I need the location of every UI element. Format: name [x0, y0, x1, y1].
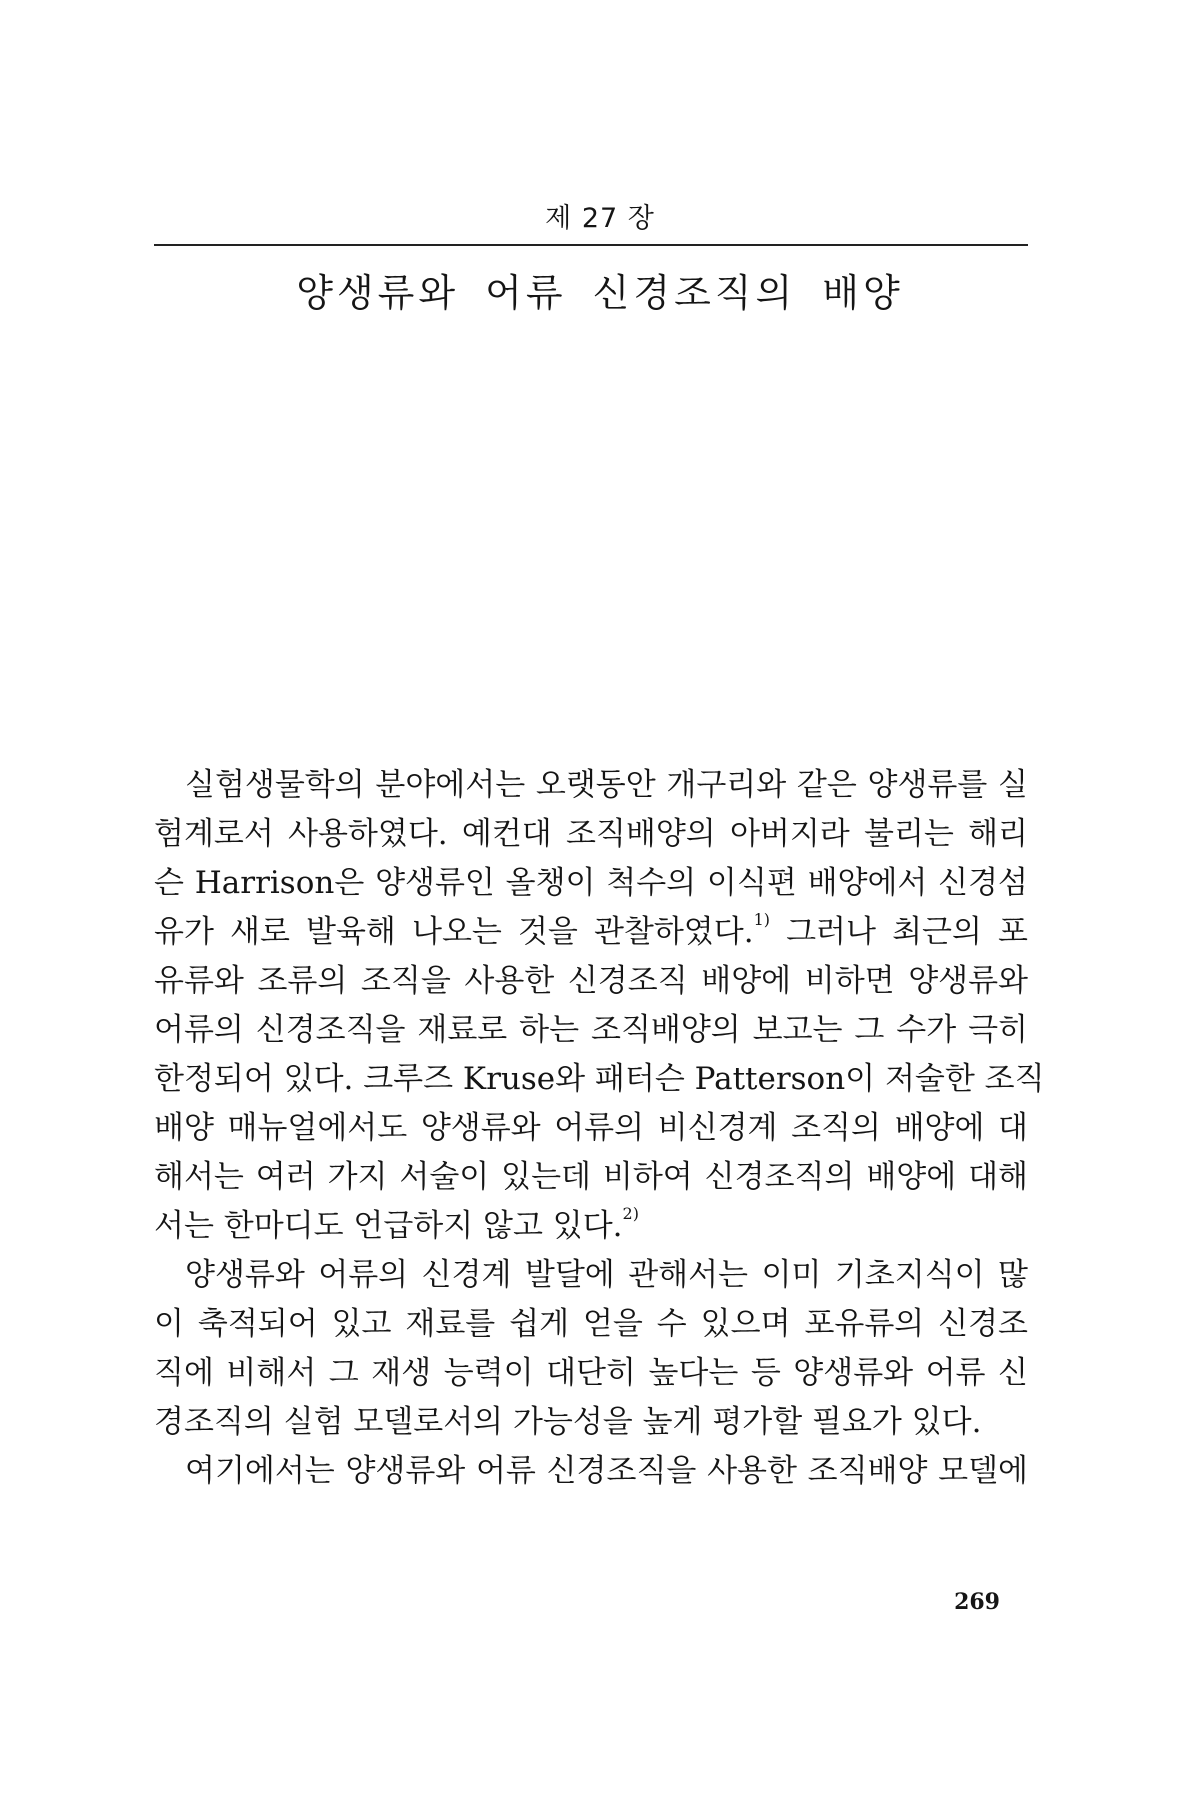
text-line: 한정되어 있다. 크루즈 Kruse와 패터슨 Patterson이 저술한 조직	[154, 1061, 1045, 1097]
footnote-marker-1: 1)	[753, 910, 770, 929]
text-line: 이 축적되어 있고 재료를 쉽게 얻을 수 있으며 포유류의 신경조	[154, 1306, 1028, 1342]
text-line: 어류의 신경조직을 재료로 하는 조직배양의 보고는 그 수가 극히	[154, 1012, 1028, 1048]
footnote-marker-2: 2)	[622, 1204, 639, 1223]
text-line: 여기에서는 양생류와 어류 신경조직을 사용한 조직배양 모델에	[185, 1453, 1028, 1489]
text-fragment: 서는 한마디도 언급하지 않고 있다.	[154, 1208, 623, 1244]
body-text	[154, 761, 1045, 1496]
paragraph-2	[154, 1251, 1028, 1447]
text-line: 슨 Harrison은 양생류인 올챙이 척수의 이식편 배양에서 신경섬	[154, 865, 1028, 901]
text-line: 험계로서 사용하였다. 예컨대 조직배양의 아버지라 불리는 해리	[154, 816, 1028, 852]
text-line: 양생류와 어류의 신경계 발달에 관해서는 이미 기초지식이 많	[185, 1257, 1028, 1293]
paragraph-1	[154, 761, 1045, 1251]
text-line: 직에 비해서 그 재생 능력이 대단히 높다는 등 양생류와 어류 신	[154, 1355, 1028, 1391]
text-line: 실험생물학의 분야에서는 오랫동안 개구리와 같은 양생류를 실	[185, 767, 1028, 803]
text-fragment: 그러나 최근의 포	[786, 914, 1028, 950]
text-line-with-footnote	[154, 908, 1028, 957]
text-line-with-footnote	[154, 1202, 1028, 1251]
page-number: 269	[954, 1589, 1000, 1615]
text-line: 유류와 조류의 조직을 사용한 신경조직 배양에 비하면 양생류와	[154, 963, 1028, 999]
text-line: 해서는 여러 가지 서술이 있는데 비하여 신경조직의 배양에 대해	[154, 1159, 1028, 1195]
chapter-title: 양생류와 어류 신경조직의 배양	[296, 271, 904, 315]
paragraph-3	[154, 1447, 1028, 1496]
text-line: 배양 매뉴얼에서도 양생류와 어류의 비신경계 조직의 배양에 대	[154, 1110, 1028, 1146]
text-fragment: 유가 새로 발육해 나오는 것을 관찰하였다.	[154, 914, 754, 950]
chapter-label: 제 27 장	[545, 203, 655, 234]
text-line: 경조직의 실험 모델로서의 가능성을 높게 평가할 필요가 있다.	[154, 1404, 982, 1440]
header-rule	[154, 244, 1028, 246]
